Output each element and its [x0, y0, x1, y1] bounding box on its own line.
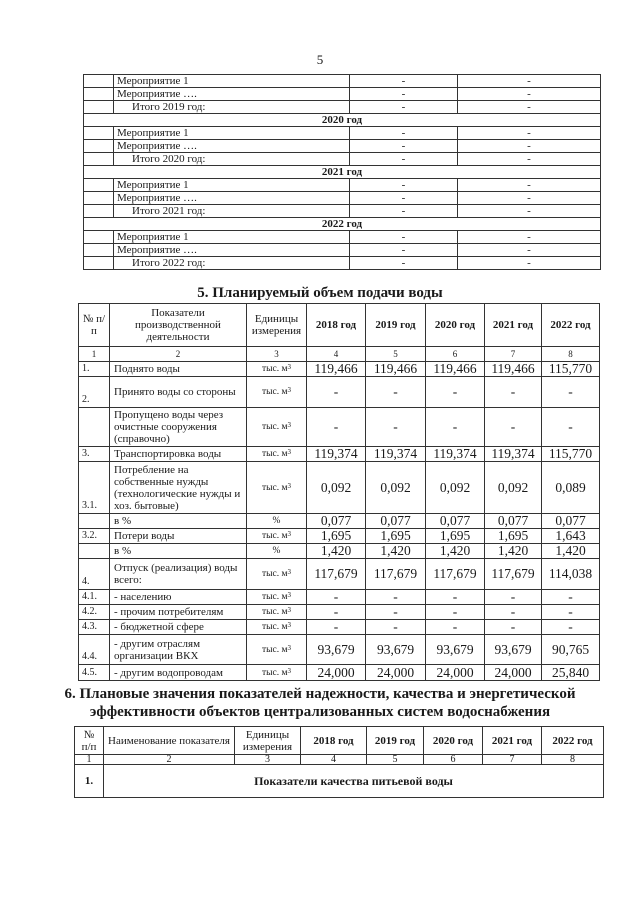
- unit-label: тыс. м: [261, 422, 288, 432]
- unit-label: тыс. м: [261, 531, 288, 541]
- empty-cell: [84, 88, 114, 101]
- header-num: № п/п: [75, 727, 104, 755]
- indicator-name: - бюджетной сфере: [110, 620, 247, 635]
- row-index: 4.5.: [79, 665, 110, 681]
- header-year-2019: 2019 год: [366, 304, 426, 347]
- year-value: 114,038: [542, 559, 600, 590]
- table-row: [79, 665, 600, 681]
- activity-value: -: [350, 179, 458, 192]
- unit-cell: [247, 590, 307, 605]
- unit-label: тыс. м: [261, 592, 288, 602]
- table-row: [79, 462, 600, 514]
- indicator-name: в %: [110, 514, 247, 529]
- unit-cell: [247, 447, 307, 462]
- total-row: [84, 153, 601, 166]
- year-label: 2022 год: [84, 218, 601, 231]
- unit-label: тыс. м: [261, 607, 288, 617]
- activity-value: -: [350, 192, 458, 205]
- section-title: Показатели качества питьевой воды: [104, 765, 604, 798]
- activity-row: [84, 179, 601, 192]
- header-year-2020: 2020 год: [426, 304, 485, 347]
- column-number: 3: [235, 755, 301, 765]
- column-number-row: [75, 755, 604, 765]
- activity-row: [84, 244, 601, 257]
- unit-superscript: 3: [287, 591, 291, 599]
- year-value: -: [307, 408, 366, 447]
- table-header-row: [79, 304, 600, 347]
- year-value: 90,765: [542, 635, 600, 665]
- year-section-row: [84, 166, 601, 179]
- activity-row: [84, 140, 601, 153]
- year-value: 117,679: [307, 559, 366, 590]
- activity-value: -: [458, 231, 601, 244]
- year-value: 119,466: [307, 362, 366, 377]
- year-value: 0,077: [542, 514, 600, 529]
- unit-cell: [247, 529, 307, 544]
- column-number: 6: [424, 755, 483, 765]
- row-index: 3.1.: [79, 462, 110, 514]
- unit-label: тыс. м: [261, 569, 288, 579]
- year-value: 93,679: [485, 635, 542, 665]
- year-value: 0,092: [426, 462, 485, 514]
- year-value: -: [426, 620, 485, 635]
- activity-row: [84, 127, 601, 140]
- unit-cell: [247, 514, 307, 529]
- row-index: [79, 544, 110, 559]
- reliability-indicators-table: [74, 726, 604, 798]
- column-number-row: [79, 347, 600, 362]
- activity-value: -: [458, 179, 601, 192]
- indicator-name: Транспортировка воды: [110, 447, 247, 462]
- row-index: 1.: [79, 362, 110, 377]
- year-value: 1,643: [542, 529, 600, 544]
- section6-title-line2: эффективности объектов централизованных систем водоснабжения: [89, 704, 551, 720]
- activity-name: Мероприятие ….: [114, 88, 350, 101]
- column-number: 7: [483, 755, 542, 765]
- header-year-2021: 2021 год: [483, 727, 542, 755]
- section-index: 1.: [75, 765, 104, 798]
- year-value: 117,679: [366, 559, 426, 590]
- table-row: [79, 605, 600, 620]
- activity-value: -: [350, 244, 458, 257]
- column-number: 5: [366, 347, 426, 362]
- year-value: -: [542, 605, 600, 620]
- row-index: 4.: [79, 559, 110, 590]
- year-value: -: [542, 620, 600, 635]
- activity-value: -: [458, 88, 601, 101]
- table-row: [79, 377, 600, 408]
- table-row: [79, 362, 600, 377]
- unit-label: тыс. м: [261, 482, 288, 493]
- header-year-2022: 2022 год: [542, 304, 600, 347]
- activity-row: [84, 231, 601, 244]
- column-number: 2: [104, 755, 235, 765]
- year-value: 119,466: [426, 362, 485, 377]
- activity-value: -: [350, 75, 458, 88]
- unit-cell: [247, 377, 307, 408]
- year-label: 2021 год: [84, 166, 601, 179]
- activity-value: -: [458, 257, 601, 270]
- empty-cell: [84, 257, 114, 270]
- header-indicator: Показатели производственной деятельности: [110, 304, 247, 347]
- total-row: [84, 257, 601, 270]
- activity-value: -: [350, 231, 458, 244]
- activity-value: -: [458, 140, 601, 153]
- year-value: 119,374: [485, 447, 542, 462]
- activity-name: Мероприятие ….: [114, 140, 350, 153]
- year-value: 1,420: [542, 544, 600, 559]
- year-value: 115,770: [542, 447, 600, 462]
- unit-label: %: [272, 546, 281, 556]
- unit-label: тыс. м: [261, 667, 288, 678]
- activity-row: [84, 75, 601, 88]
- unit-cell: [247, 544, 307, 559]
- header-year-2022: 2022 год: [542, 727, 604, 755]
- header-year-2018: 2018 год: [301, 727, 367, 755]
- empty-cell: [84, 127, 114, 140]
- year-section-row: [84, 218, 601, 231]
- unit-superscript: 3: [287, 568, 291, 576]
- activity-value: -: [350, 127, 458, 140]
- row-index: [79, 514, 110, 529]
- activity-value: -: [458, 75, 601, 88]
- indicator-name: Поднято воды: [110, 362, 247, 377]
- unit-label: тыс. м: [261, 622, 288, 632]
- year-value: -: [542, 408, 600, 447]
- table-header-row: [75, 727, 604, 755]
- activity-name: Мероприятие ….: [114, 192, 350, 205]
- activity-row: [84, 192, 601, 205]
- unit-label: тыс. м: [261, 387, 288, 397]
- column-number: 6: [426, 347, 485, 362]
- year-value: -: [366, 377, 426, 408]
- year-value: 0,077: [426, 514, 485, 529]
- activity-name: Итого 2022 год:: [114, 257, 350, 270]
- year-value: -: [542, 590, 600, 605]
- table-row: [79, 559, 600, 590]
- section6-title-line1: 6. Плановые значения показателей надежности, качества и энергетической: [64, 686, 576, 702]
- year-value: 0,092: [485, 462, 542, 514]
- year-value: 119,374: [366, 447, 426, 462]
- unit-label: %: [272, 516, 281, 526]
- column-number: 1: [79, 347, 110, 362]
- row-index: 3.2.: [79, 529, 110, 544]
- empty-cell: [84, 75, 114, 88]
- year-value: 0,077: [485, 514, 542, 529]
- activity-name: Итого 2020 год:: [114, 153, 350, 166]
- year-label: 2020 год: [84, 114, 601, 127]
- year-value: -: [485, 620, 542, 635]
- table-row: [79, 408, 600, 447]
- unit-cell: [247, 362, 307, 377]
- header-unit: Единицы измерения: [235, 727, 301, 755]
- empty-cell: [84, 140, 114, 153]
- year-value: 24,000: [485, 665, 542, 681]
- year-value: 93,679: [426, 635, 485, 665]
- header-year-2019: 2019 год: [367, 727, 424, 755]
- activity-value: -: [458, 244, 601, 257]
- activity-value: -: [458, 127, 601, 140]
- row-index: 3.: [79, 447, 110, 462]
- column-number: 1: [75, 755, 104, 765]
- section-row: [75, 765, 604, 798]
- unit-superscript: 3: [287, 606, 291, 614]
- year-value: 93,679: [307, 635, 366, 665]
- year-value: 1,695: [426, 529, 485, 544]
- page-number: 5: [316, 52, 324, 67]
- indicator-name: Отпуск (реализация) воды всего:: [110, 559, 247, 590]
- unit-superscript: 3: [287, 621, 291, 629]
- year-value: -: [485, 408, 542, 447]
- empty-cell: [84, 179, 114, 192]
- total-row: [84, 205, 601, 218]
- year-value: -: [366, 605, 426, 620]
- year-value: -: [307, 377, 366, 408]
- indicator-name: в %: [110, 544, 247, 559]
- table-row: [79, 529, 600, 544]
- unit-cell: [247, 605, 307, 620]
- column-number: 4: [307, 347, 366, 362]
- column-number: 4: [301, 755, 367, 765]
- year-value: 0,077: [307, 514, 366, 529]
- unit-superscript: 3: [287, 643, 291, 652]
- year-value: -: [307, 590, 366, 605]
- unit-superscript: 3: [287, 666, 291, 675]
- row-index: 4.3.: [79, 620, 110, 635]
- activity-value: -: [350, 88, 458, 101]
- table-row: [79, 544, 600, 559]
- row-index: 4.1.: [79, 590, 110, 605]
- indicator-name: - населению: [110, 590, 247, 605]
- year-value: 24,000: [426, 665, 485, 681]
- empty-cell: [84, 101, 114, 114]
- indicator-name: Потребление на собственные нужды (технологические нужды и хоз. бытовые): [110, 462, 247, 514]
- year-value: 0,092: [366, 462, 426, 514]
- activity-value: -: [458, 153, 601, 166]
- column-number: 7: [485, 347, 542, 362]
- year-value: 119,466: [485, 362, 542, 377]
- year-value: 1,695: [366, 529, 426, 544]
- year-value: 0,092: [307, 462, 366, 514]
- activity-name: Итого 2019 год:: [114, 101, 350, 114]
- unit-label: тыс. м: [261, 644, 288, 655]
- year-value: 117,679: [426, 559, 485, 590]
- year-value: 115,770: [542, 362, 600, 377]
- year-value: 0,077: [366, 514, 426, 529]
- year-value: 119,466: [366, 362, 426, 377]
- unit-cell: [247, 665, 307, 681]
- activity-name: Итого 2021 год:: [114, 205, 350, 218]
- year-value: -: [307, 605, 366, 620]
- activity-value: -: [350, 205, 458, 218]
- row-index: 4.2.: [79, 605, 110, 620]
- column-number: 5: [367, 755, 424, 765]
- table-row: [79, 620, 600, 635]
- header-unit: Единицы измерения: [247, 304, 307, 347]
- empty-cell: [84, 153, 114, 166]
- indicator-name: - прочим потребителям: [110, 605, 247, 620]
- unit-label: тыс. м: [261, 364, 288, 374]
- year-value: 119,374: [307, 447, 366, 462]
- unit-superscript: 3: [287, 386, 291, 394]
- activity-name: Мероприятие 1: [114, 127, 350, 140]
- year-value: 1,420: [366, 544, 426, 559]
- unit-superscript: 3: [287, 481, 291, 490]
- indicator-name: - другим водопроводам: [110, 665, 247, 681]
- year-value: 25,840: [542, 665, 600, 681]
- year-value: 119,374: [426, 447, 485, 462]
- year-value: 24,000: [307, 665, 366, 681]
- empty-cell: [84, 244, 114, 257]
- year-value: -: [426, 590, 485, 605]
- year-value: 1,420: [485, 544, 542, 559]
- unit-cell: [247, 408, 307, 447]
- activity-value: -: [458, 101, 601, 114]
- year-value: 1,695: [485, 529, 542, 544]
- activity-value: -: [350, 153, 458, 166]
- table-row: [79, 590, 600, 605]
- activity-value: -: [350, 101, 458, 114]
- indicator-name: Пропущено воды через очистные сооружения (справочно): [110, 408, 247, 447]
- section5-title: 5. Планируемый объем подачи воды: [197, 285, 443, 301]
- unit-superscript: 3: [287, 530, 291, 538]
- empty-cell: [84, 205, 114, 218]
- empty-cell: [84, 231, 114, 244]
- column-number: 3: [247, 347, 307, 362]
- water-supply-table: [78, 303, 600, 681]
- activity-name: Мероприятие 1: [114, 179, 350, 192]
- column-number: 2: [110, 347, 247, 362]
- unit-cell: [247, 620, 307, 635]
- activity-value: -: [458, 192, 601, 205]
- unit-label: тыс. м: [261, 449, 288, 459]
- year-value: 1,695: [307, 529, 366, 544]
- year-value: -: [366, 408, 426, 447]
- row-index: 4.4.: [79, 635, 110, 665]
- table-row: [79, 514, 600, 529]
- year-value: -: [485, 377, 542, 408]
- activity-row: [84, 88, 601, 101]
- unit-cell: [247, 559, 307, 590]
- year-value: -: [366, 590, 426, 605]
- row-index: [79, 408, 110, 447]
- indicator-name: Принято воды со стороны: [110, 377, 247, 408]
- unit-superscript: 3: [287, 363, 291, 371]
- year-value: 1,420: [307, 544, 366, 559]
- activity-value: -: [350, 257, 458, 270]
- row-index: 2.: [79, 377, 110, 408]
- year-value: 24,000: [366, 665, 426, 681]
- activity-value: -: [458, 205, 601, 218]
- column-number: 8: [542, 347, 600, 362]
- unit-cell: [247, 635, 307, 665]
- activity-value: -: [350, 140, 458, 153]
- year-value: -: [426, 377, 485, 408]
- header-year-2021: 2021 год: [485, 304, 542, 347]
- activities-table: [83, 74, 601, 270]
- activity-name: Мероприятие 1: [114, 75, 350, 88]
- year-value: -: [426, 605, 485, 620]
- table-row: [79, 447, 600, 462]
- table-row: [79, 635, 600, 665]
- unit-superscript: 3: [287, 421, 291, 429]
- year-value: 117,679: [485, 559, 542, 590]
- year-section-row: [84, 114, 601, 127]
- header-indicator: Наименование показателя: [104, 727, 235, 755]
- activity-name: Мероприятие 1: [114, 231, 350, 244]
- year-value: 93,679: [366, 635, 426, 665]
- year-value: -: [542, 377, 600, 408]
- year-value: -: [366, 620, 426, 635]
- indicator-name: - другим отраслям организации ВКХ: [110, 635, 247, 665]
- year-value: 0,089: [542, 462, 600, 514]
- header-year-2018: 2018 год: [307, 304, 366, 347]
- year-value: -: [485, 590, 542, 605]
- activity-name: Мероприятие ….: [114, 244, 350, 257]
- unit-cell: [247, 462, 307, 514]
- empty-cell: [84, 192, 114, 205]
- column-number: 8: [542, 755, 604, 765]
- header-year-2020: 2020 год: [424, 727, 483, 755]
- total-row: [84, 101, 601, 114]
- unit-superscript: 3: [287, 448, 291, 456]
- header-num: № п/п: [79, 304, 110, 347]
- year-value: -: [485, 605, 542, 620]
- year-value: 1,420: [426, 544, 485, 559]
- indicator-name: Потери воды: [110, 529, 247, 544]
- year-value: -: [426, 408, 485, 447]
- year-value: -: [307, 620, 366, 635]
